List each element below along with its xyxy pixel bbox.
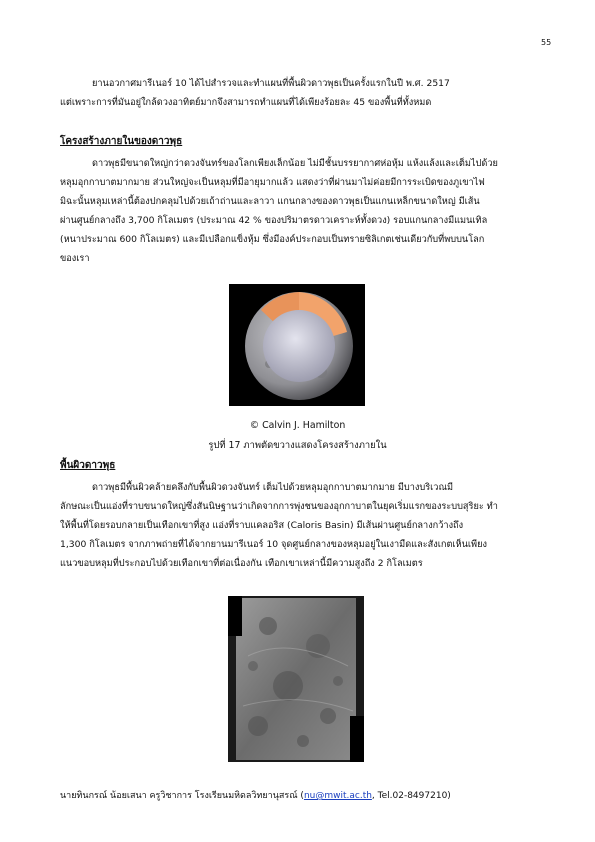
footer-author: นายทินกรณ์ น้อยเสนา ครูวิชาการ โรงเรียนมหิดลวิทยานุสรณ์ (: [60, 791, 304, 801]
paragraph-line: ลักษณะเป็นแอ่งที่ราบขนาดใหญ่ซึ่งสันนิษฐานว่าเกิดจากการพุ่งชนของอุกกาบาตในยุคเริ่มแรกของระบบสุริยะ ทำ: [60, 501, 498, 512]
intro-line-1: ยานอวกาศมารีเนอร์ 10 ได้ไปสำรวจและทำแผนที่พื้นผิวดาวพุธเป็นครั้งแรกในปี พ.ศ. 2517: [92, 78, 450, 89]
paragraph-line: 1,300 กิโลเมตร จากภาพถ่ายที่ได้จากยานมารีเนอร์ 10 จุดศูนย์กลางของหลุมอยู่ในเงามืดและสังเกตเห็นเพียง: [60, 539, 487, 550]
paragraph-line: ของเรา: [60, 253, 90, 264]
footer-phone: , Tel.02-8497210): [371, 791, 451, 801]
iron-core: [263, 310, 335, 382]
figure-caption: รูปที่ 17 ภาพตัดขวางแสดงโครงสร้างภายใน: [208, 440, 387, 451]
mercury-cutaway-image: [229, 284, 365, 406]
paragraph-line: หลุมอุกกาบาตมากมาย ส่วนใหญ่จะเป็นหลุมที่มีอายุมากแล้ว แสดงว่าที่ผ่านมาไม่ค่อยมีการระเบิดของภูเขาไฟ: [60, 177, 485, 188]
mercury-surface-mosaic-image: [228, 596, 364, 762]
surface-paragraph: [60, 478, 538, 573]
surface-mosaic-illustration: [228, 596, 364, 762]
paragraph-line: ให้พื้นที่โดยรอบกลายเป็นเทือกเขาที่สูง แอ่งที่ราบแคลอริส (Caloris Basin) มีเส้นผ่านศูนย์กลางกว้างถึง: [60, 520, 464, 531]
paragraph-line: (หนาประมาณ 600 กิโลเมตร) และมีเปลือกแข็งหุ้ม ซึ่งมีองค์ประกอบเป็นทรายซิลิเกตเช่นเดียวกับที่พบบนโลก: [60, 234, 485, 245]
figure-credit: © Calvin J. Hamilton: [249, 420, 346, 431]
paragraph-line: ดาวพุธมีขนาดใหญ่กว่าดวงจันทร์ของโลกเพียงเล็กน้อย ไม่มีชั้นบรรยากาศห่อหุ้ม แห้งแล้งและเต็มไปด้วย: [92, 158, 498, 169]
intro-line-2: แต่เพราะการที่มันอยู่ใกล้ดวงอาทิตย์มากจึงสามารถทำแผนที่ได้เพียงร้อยละ 45 ของพื้นที่ทั้งหมด: [60, 97, 432, 108]
paragraph-line: แนวขอบหลุมที่ประกอบไปด้วยเทือกเขาที่ต่อเนื่องกัน เทือกเขาเหล่านี้มีความสูงถึง 2 กิโลเมตร: [60, 558, 423, 569]
structure-paragraph: [60, 154, 538, 268]
paragraph-line: ดาวพุธมีพื้นผิวคล้ายคลึงกับพื้นผิวดวงจันทร์ เต็มไปด้วยหลุมอุกกาบาตมากมาย มีบางบริเวณมี: [92, 482, 454, 493]
paragraph-line: ผ่านศูนย์กลางถึง 3,700 กิโลเมตร (ประมาณ 42 % ของปริมาตรดาวเคราะห์ทั้งดวง) รอบแกนกลางมีแมนเทิล: [60, 215, 488, 226]
page-number: 55: [541, 38, 552, 47]
section-heading-internal-structure: โครงสร้างภายในของดาวพุธ: [60, 136, 183, 147]
section-heading-surface: พื้นผิวดาวพุธ: [60, 460, 116, 471]
mercury-cutaway-illustration: [229, 284, 365, 406]
footer: [60, 788, 451, 802]
intro-paragraph: [60, 74, 538, 112]
footer-email-link[interactable]: nu@mwit.ac.th: [303, 791, 372, 801]
paragraph-line: มิฉะนั้นหลุมเหล่านี้ต้องปกคลุมไปด้วยเถ้าถ่านและลาวา แกนกลางของดาวพุธเป็นแกนเหล็กขนาดใหญ่ มีเส้น: [60, 196, 480, 207]
